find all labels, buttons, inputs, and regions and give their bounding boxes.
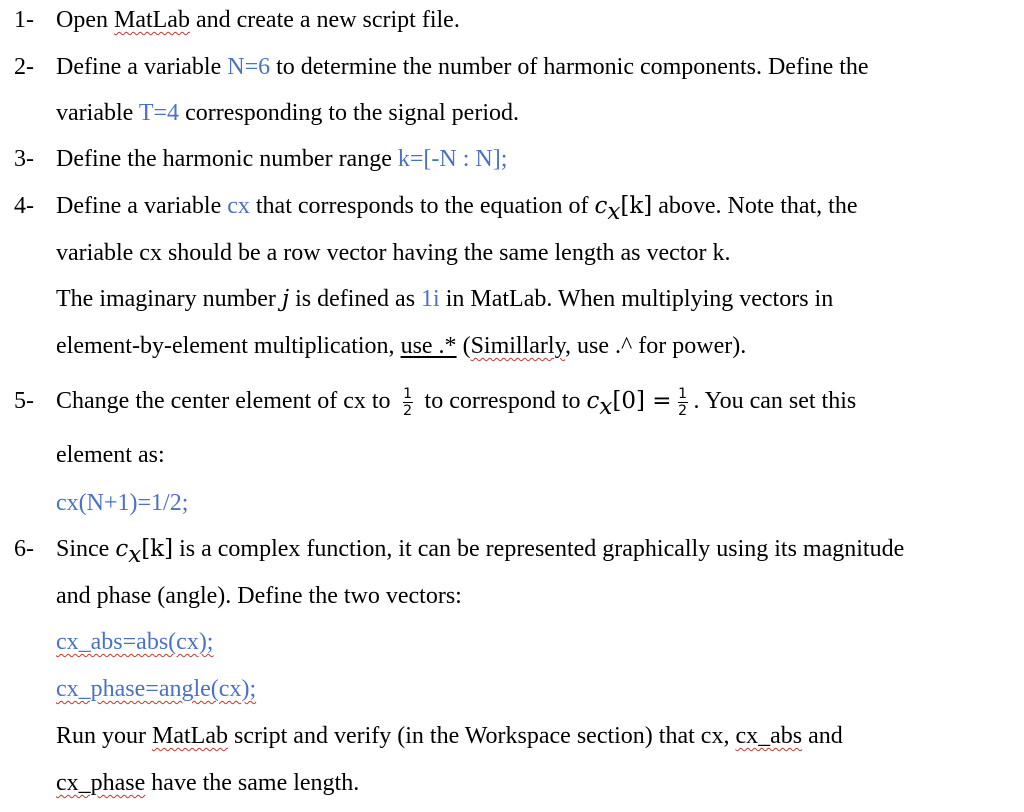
text-run: that corresponds to the equation of [249, 193, 595, 219]
step-5-code [56, 483, 188, 523]
step-6-line-3 [0, 622, 1024, 662]
step-2-line-2 [0, 93, 1024, 133]
text-run: and create a new script file. [189, 7, 460, 33]
math-subscript-x: x [599, 393, 613, 420]
step-4-number: 4- [14, 193, 34, 219]
text-run: variable [56, 100, 139, 126]
step-4-line-3 [0, 279, 1024, 319]
step-6-text-6 [56, 763, 359, 803]
code-k-range: k=[-N : N]; [397, 146, 508, 172]
step-4-text-4 [56, 326, 746, 366]
step-5-line-2 [0, 435, 1024, 475]
step-4-text-2 [56, 233, 730, 273]
code-cx: cx [227, 193, 250, 219]
text-run: to determine the number of harmonic components. Define the [270, 54, 869, 80]
matlab-word: MatLab [152, 723, 228, 749]
math-k-bracket: [k] [620, 193, 653, 219]
code-1i: 1i [421, 286, 440, 312]
math-c: c [594, 193, 608, 219]
step-4-text-3 [56, 279, 833, 319]
text-run: element as: [56, 442, 165, 468]
step-4-line-4 [0, 326, 1024, 366]
step-2-number: 2- [14, 54, 34, 80]
matlab-word: MatLab [113, 7, 190, 33]
text-run: is a complex function, it can be represented graphically using its magnitude [173, 536, 905, 562]
code-cx-abs: cx_abs=abs(cx); [56, 629, 214, 655]
text-run: and [802, 723, 843, 749]
text-run: . You can set this [693, 388, 857, 414]
fraction-one-half [678, 387, 688, 418]
text-run: , use .^ for power). [565, 333, 747, 359]
step-1-line-1 [0, 0, 1024, 40]
text-run: Define the harmonic number range [56, 146, 398, 172]
step-6-code-2 [56, 669, 256, 709]
cx-abs-word: cx_abs [735, 723, 803, 749]
code-n-value: N=6 [227, 54, 271, 80]
step-3-text [56, 139, 507, 179]
fraction-denominator: 2 [403, 402, 412, 419]
step-4-line-1 [0, 186, 1024, 226]
text-run: Open [56, 7, 114, 33]
text-run: The imaginary number [56, 286, 282, 312]
text-run: have the same length. [145, 770, 360, 796]
step-6-line-4 [0, 669, 1024, 709]
fraction-one-half [403, 387, 413, 418]
step-5-line-3 [0, 483, 1024, 523]
step-6-line-5 [0, 716, 1024, 756]
math-k-bracket: [k] [141, 536, 174, 562]
text-run: corresponding to the signal period. [179, 100, 519, 126]
text-run: above. Note that, the [652, 193, 858, 219]
math-subscript-x: x [607, 198, 621, 225]
step-5-line-1 [0, 381, 1024, 421]
step-3-line-1 [0, 139, 1024, 179]
text-run: Define a variable [56, 193, 228, 219]
step-2-text [56, 47, 869, 87]
text-run: ( [456, 333, 471, 359]
step-5-text-2 [56, 435, 165, 475]
step-6-line-6 [0, 763, 1024, 803]
step-3-number: 3- [14, 146, 34, 172]
text-run: in MatLab. When multiplying vectors in [439, 286, 834, 312]
step-6-text [56, 529, 904, 569]
step-1-number: 1- [14, 7, 34, 33]
text-run: script and verify (in the Workspace section) that cx, [227, 723, 736, 749]
misspelled-word: Simillarly [470, 333, 566, 359]
step-2-text-2 [56, 93, 519, 133]
step-6-line-2 [0, 576, 1024, 616]
code-cx-phase: cx_phase=angle(cx); [56, 676, 257, 702]
text-run: Run your [56, 723, 152, 749]
fraction-numerator: 1 [678, 385, 687, 402]
step-6-number: 6- [14, 536, 34, 562]
step-4-text [56, 186, 858, 226]
step-6-code-1 [56, 622, 213, 662]
text-run: is defined as [289, 286, 422, 312]
text-run: and phase (angle). Define the two vectors: [56, 583, 462, 609]
code-t-value: T=4 [138, 100, 180, 126]
step-1-text [56, 0, 460, 40]
text-run: element-by-element multiplication, [56, 333, 401, 359]
step-2-line-1 [0, 47, 1024, 87]
step-6-line-1 [0, 529, 1024, 569]
step-4-line-2 [0, 233, 1024, 273]
math-c: c [586, 388, 600, 414]
text-run: variable cx should be a row vector having the same length as vector k. [56, 240, 731, 266]
text-run: to correspond to [418, 388, 587, 414]
code-cx-center-assign: cx(N+1)=1/2; [56, 490, 189, 516]
text-run: Define a variable [56, 54, 228, 80]
math-subscript-x: x [128, 541, 142, 568]
step-6-text-2 [56, 576, 462, 616]
math-c: c [115, 536, 129, 562]
math-zero-index: [0] = [612, 388, 672, 414]
cx-phase-word: cx_phase [56, 770, 146, 796]
fraction-denominator: 2 [678, 402, 687, 419]
math-j: j [281, 286, 290, 312]
step-6-text-5 [56, 716, 843, 756]
text-run: Change the center element of cx to [56, 388, 397, 414]
step-5-number: 5- [14, 388, 34, 414]
text-run: Since [56, 536, 116, 562]
underlined-use-operator: use .* [400, 333, 457, 359]
step-5-text [56, 381, 856, 421]
fraction-numerator: 1 [403, 385, 412, 402]
